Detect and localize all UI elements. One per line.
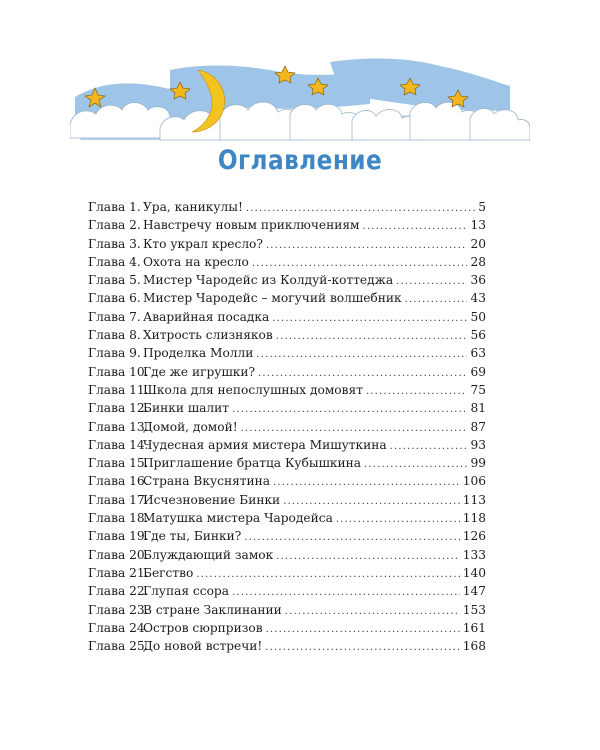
chapter-number: Глава 24. xyxy=(88,620,149,635)
toc-row xyxy=(88,346,486,364)
chapter-title: Аварийная посадка xyxy=(143,309,270,324)
dot-leader xyxy=(364,459,467,470)
toc-row xyxy=(88,291,486,309)
page-number: 140 xyxy=(462,565,486,580)
dot-leader xyxy=(252,258,468,269)
chapter-number: Глава 1. xyxy=(88,200,141,214)
page-number: 118 xyxy=(462,511,486,526)
chapter-number: Глава 12. xyxy=(88,401,149,416)
page-number: 153 xyxy=(462,602,486,617)
page-number: 50 xyxy=(470,309,486,324)
dot-leader xyxy=(265,642,459,653)
toc-row xyxy=(88,420,486,438)
chapter-number: Глава 7. xyxy=(88,309,141,324)
chapter-number: Глава 23. xyxy=(88,602,149,617)
chapter-title: Приглашение братца Кубышкина xyxy=(143,456,362,471)
toc-row xyxy=(88,383,486,401)
toc-row xyxy=(88,401,486,419)
toc-row xyxy=(88,511,486,529)
chapter-number: Глава 2. xyxy=(88,218,141,233)
chapter-title: Блуждающий замок xyxy=(143,547,274,562)
chapter-title: Глупая ссора xyxy=(143,584,229,599)
dot-leader xyxy=(336,514,460,525)
chapter-title: Где же игрушки? xyxy=(143,364,256,379)
toc-row xyxy=(88,639,486,657)
dot-leader xyxy=(283,496,460,507)
dot-leader xyxy=(241,423,468,434)
chapter-number: Глава 19. xyxy=(88,529,149,544)
page-number: 13 xyxy=(470,218,486,233)
chapter-number: Глава 18. xyxy=(88,511,149,526)
page-number: 113 xyxy=(462,492,486,507)
chapter-number: Глава 14. xyxy=(88,437,149,452)
dot-leader xyxy=(266,240,468,251)
dot-leader xyxy=(232,587,460,598)
night-sky-illustration xyxy=(70,52,530,142)
toc-row xyxy=(88,255,486,273)
page-number: 87 xyxy=(470,419,486,434)
dot-leader xyxy=(266,624,460,635)
chapter-title: Где ты, Бинки? xyxy=(143,529,242,544)
chapter-title: Хитрость слизняков xyxy=(143,328,273,343)
page-number: 5 xyxy=(478,200,486,214)
dot-leader xyxy=(276,551,459,562)
page-number: 75 xyxy=(470,382,486,397)
dot-leader xyxy=(396,276,467,287)
chapter-number: Глава 13. xyxy=(88,419,149,434)
dot-leader xyxy=(366,386,468,397)
toc-row xyxy=(88,218,486,236)
page-number: 133 xyxy=(462,547,486,562)
chapter-title: Кто украл кресло? xyxy=(143,236,263,251)
dot-leader xyxy=(273,477,460,488)
chapter-number: Глава 25. xyxy=(88,639,149,654)
dot-leader xyxy=(285,606,460,617)
chapter-number: Глава 15. xyxy=(88,456,149,471)
chapter-number: Глава 8. xyxy=(88,328,141,343)
toc-row xyxy=(88,328,486,346)
dot-leader xyxy=(196,569,459,580)
chapter-number: Глава 10. xyxy=(88,364,149,379)
page-number: 56 xyxy=(470,328,486,343)
chapter-title: Исчезновение Бинки xyxy=(143,492,281,507)
toc-row xyxy=(88,603,486,621)
chapter-number: Глава 9. xyxy=(88,346,141,361)
chapter-number: Глава 5. xyxy=(88,273,141,288)
toc-row xyxy=(88,621,486,639)
table-of-contents xyxy=(88,200,486,657)
toc-row xyxy=(88,200,486,218)
chapter-number: Глава 21. xyxy=(88,565,149,580)
page-number: 43 xyxy=(470,291,486,306)
toc-row xyxy=(88,456,486,474)
page-number: 93 xyxy=(470,437,486,452)
toc-row xyxy=(88,273,486,291)
page-number: 20 xyxy=(470,236,486,251)
page-number: 168 xyxy=(462,639,486,654)
dot-leader xyxy=(244,532,459,543)
page-number: 126 xyxy=(462,529,486,544)
toc-row xyxy=(88,493,486,511)
chapter-title: Домой, домой! xyxy=(143,419,238,434)
dot-leader xyxy=(363,221,468,232)
chapter-title: Бегство xyxy=(143,565,194,580)
page-number: 161 xyxy=(462,620,486,635)
toc-row xyxy=(88,529,486,547)
chapter-number: Глава 6. xyxy=(88,291,141,306)
dot-leader xyxy=(276,331,468,342)
toc-row xyxy=(88,438,486,456)
chapter-title: Проделка Молли xyxy=(143,346,254,361)
dot-leader xyxy=(256,349,467,360)
chapter-number: Глава 4. xyxy=(88,254,141,269)
chapter-title: Мистер Чародейс – могучий волшебник xyxy=(143,291,402,306)
chapter-title: До новой встречи! xyxy=(143,639,263,654)
chapter-title: Матушка мистера Чародейса xyxy=(143,511,333,526)
page-number: 63 xyxy=(470,346,486,361)
dot-leader xyxy=(405,294,468,305)
page-number: 69 xyxy=(470,364,486,379)
chapter-number: Глава 11. xyxy=(88,382,149,397)
toc-row xyxy=(88,310,486,328)
dot-leader xyxy=(390,441,468,452)
chapter-title: Страна Вкуснятина xyxy=(143,474,271,489)
page-number: 147 xyxy=(462,584,486,599)
toc-row xyxy=(88,566,486,584)
chapter-number: Глава 16. xyxy=(88,474,149,489)
chapter-title: Ура, каникулы! xyxy=(143,200,243,214)
chapter-title: Бинки шалит xyxy=(143,401,230,416)
chapter-number: Глава 3. xyxy=(88,236,141,251)
toc-row xyxy=(88,548,486,566)
dot-leader xyxy=(246,203,475,214)
chapter-title: Мистер Чародейс из Колдуй-коттеджа xyxy=(143,273,394,288)
dot-leader xyxy=(272,313,467,324)
toc-row xyxy=(88,237,486,255)
page-number: 106 xyxy=(462,474,486,489)
chapter-title: Чудесная армия мистера Мишуткина xyxy=(143,437,387,452)
page-title: Оглавление xyxy=(217,145,383,176)
chapter-title: Остров сюрпризов xyxy=(143,620,263,635)
dot-leader xyxy=(232,404,467,415)
chapter-title: В стране Заклинании xyxy=(143,602,282,617)
chapter-title: Навстречу новым приключениям xyxy=(143,218,360,233)
dot-leader xyxy=(258,368,467,379)
toc-row xyxy=(88,584,486,602)
chapter-title: Школа для непослушных домовят xyxy=(143,382,363,397)
page-number: 28 xyxy=(470,254,486,269)
chapter-number: Глава 22. xyxy=(88,584,149,599)
chapter-title: Охота на кресло xyxy=(143,254,249,269)
chapter-number: Глава 17. xyxy=(88,492,149,507)
page-number: 99 xyxy=(470,456,486,471)
page-number: 36 xyxy=(470,273,486,288)
toc-row xyxy=(88,474,486,492)
page-number: 81 xyxy=(470,401,486,416)
chapter-number: Глава 20. xyxy=(88,547,149,562)
toc-row xyxy=(88,365,486,383)
